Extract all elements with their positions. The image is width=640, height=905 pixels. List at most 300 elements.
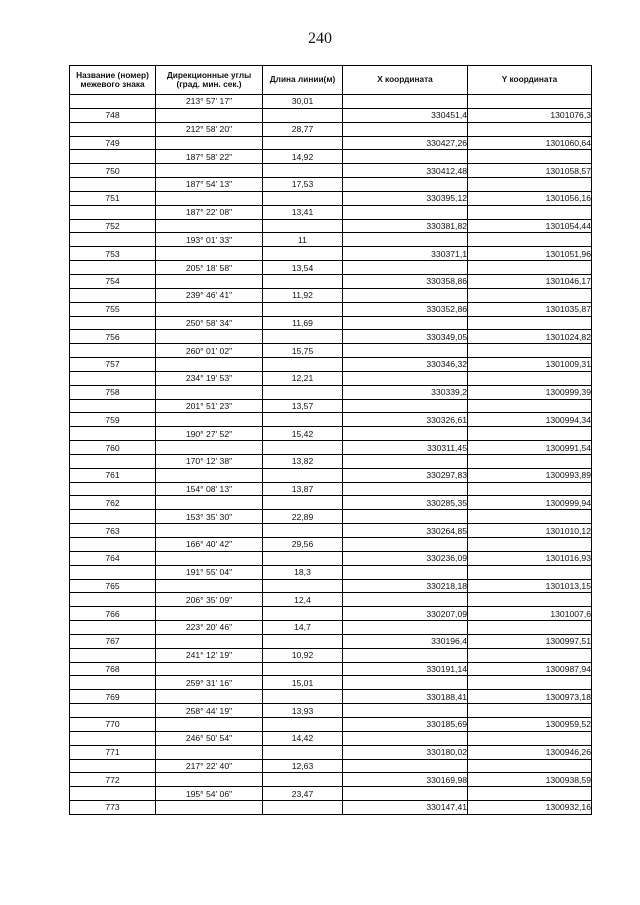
cell-line-length: 11,92 — [263, 288, 343, 302]
cell-x-coordinate — [343, 787, 468, 801]
cell-x-coordinate — [343, 454, 468, 468]
cell-line-length: 12,4 — [263, 593, 343, 607]
cell-direction-angle — [156, 441, 263, 455]
cell-marker-name — [70, 399, 156, 413]
cell-marker-name: 770 — [70, 717, 156, 731]
cell-direction-angle — [156, 662, 263, 676]
cell-direction-angle: 239° 46' 41" — [156, 288, 263, 302]
cell-marker-name — [70, 316, 156, 330]
cell-line-length — [263, 468, 343, 482]
cell-x-coordinate — [343, 371, 468, 385]
cell-x-coordinate: 330180,02 — [343, 745, 468, 759]
cell-line-length — [263, 496, 343, 510]
cell-x-coordinate: 330264,85 — [343, 524, 468, 538]
cell-marker-name: 773 — [70, 801, 156, 815]
cell-marker-name: 750 — [70, 164, 156, 178]
table-row — [70, 274, 592, 288]
cell-x-coordinate — [343, 510, 468, 524]
table-row — [70, 759, 592, 773]
cell-y-coordinate — [468, 593, 592, 607]
cell-y-coordinate: 1301009,31 — [468, 358, 592, 372]
table-row — [70, 468, 592, 482]
cell-marker-name — [70, 510, 156, 524]
cell-line-length: 15,75 — [263, 344, 343, 358]
cell-y-coordinate — [468, 704, 592, 718]
cell-y-coordinate: 1300994,34 — [468, 413, 592, 427]
cell-x-coordinate: 330358,86 — [343, 274, 468, 288]
cell-direction-angle — [156, 274, 263, 288]
cell-marker-name — [70, 233, 156, 247]
cell-marker-name: 751 — [70, 191, 156, 205]
header-angle: Дирекционные углы (град. мин. сек.) — [156, 66, 263, 95]
cell-y-coordinate — [468, 344, 592, 358]
cell-direction-angle: 191° 55' 04" — [156, 565, 263, 579]
cell-x-coordinate: 330207,09 — [343, 607, 468, 621]
table-row — [70, 579, 592, 593]
table-row — [70, 344, 592, 358]
cell-direction-angle — [156, 773, 263, 787]
cell-line-length — [263, 690, 343, 704]
table-row — [70, 551, 592, 565]
cell-marker-name — [70, 621, 156, 635]
cell-line-length: 28,77 — [263, 122, 343, 136]
cell-y-coordinate — [468, 399, 592, 413]
cell-x-coordinate: 330236,09 — [343, 551, 468, 565]
cell-y-coordinate: 1301024,82 — [468, 330, 592, 344]
table-row — [70, 441, 592, 455]
cell-y-coordinate: 1301016,93 — [468, 551, 592, 565]
table-row — [70, 247, 592, 261]
cell-marker-name — [70, 261, 156, 275]
table-row — [70, 330, 592, 344]
cell-line-length — [263, 191, 343, 205]
cell-x-coordinate — [343, 565, 468, 579]
cell-marker-name — [70, 538, 156, 552]
table-row — [70, 316, 592, 330]
cell-marker-name — [70, 371, 156, 385]
cell-x-coordinate — [343, 482, 468, 496]
cell-direction-angle — [156, 579, 263, 593]
cell-line-length — [263, 358, 343, 372]
cell-marker-name: 767 — [70, 634, 156, 648]
cell-y-coordinate — [468, 731, 592, 745]
cell-direction-angle: 187° 54' 13" — [156, 178, 263, 192]
cell-marker-name — [70, 344, 156, 358]
cell-y-coordinate: 1301058,57 — [468, 164, 592, 178]
cell-x-coordinate: 330297,83 — [343, 468, 468, 482]
table-row — [70, 302, 592, 316]
cell-x-coordinate — [343, 122, 468, 136]
table-row — [70, 261, 592, 275]
cell-direction-angle: 166° 40' 42" — [156, 538, 263, 552]
cell-direction-angle: 241° 12' 19" — [156, 648, 263, 662]
cell-direction-angle — [156, 413, 263, 427]
cell-marker-name — [70, 704, 156, 718]
table-row — [70, 122, 592, 136]
cell-line-length: 13,93 — [263, 704, 343, 718]
cell-direction-angle: 206° 35' 09" — [156, 593, 263, 607]
cell-x-coordinate — [343, 205, 468, 219]
table-row — [70, 219, 592, 233]
cell-line-length: 12,21 — [263, 371, 343, 385]
cell-direction-angle — [156, 690, 263, 704]
table-row — [70, 108, 592, 122]
cell-x-coordinate: 330352,86 — [343, 302, 468, 316]
cell-direction-angle — [156, 551, 263, 565]
cell-marker-name — [70, 288, 156, 302]
cell-direction-angle: 153° 35' 30" — [156, 510, 263, 524]
table-row — [70, 510, 592, 524]
table-row — [70, 358, 592, 372]
cell-x-coordinate — [343, 676, 468, 690]
cell-marker-name: 753 — [70, 247, 156, 261]
table-row — [70, 648, 592, 662]
cell-marker-name: 755 — [70, 302, 156, 316]
cell-line-length — [263, 717, 343, 731]
cell-marker-name: 766 — [70, 607, 156, 621]
cell-line-length: 15,42 — [263, 427, 343, 441]
cell-marker-name: 757 — [70, 358, 156, 372]
cell-direction-angle: 201° 51' 23" — [156, 399, 263, 413]
cell-marker-name — [70, 95, 156, 109]
cell-direction-angle — [156, 385, 263, 399]
cell-y-coordinate: 1301046,17 — [468, 274, 592, 288]
table-row — [70, 233, 592, 247]
cell-line-length: 23,47 — [263, 787, 343, 801]
cell-x-coordinate — [343, 427, 468, 441]
table-row — [70, 191, 592, 205]
cell-direction-angle: 170° 12' 38" — [156, 454, 263, 468]
cell-direction-angle — [156, 191, 263, 205]
cell-direction-angle: 223° 20' 46" — [156, 621, 263, 635]
cell-marker-name — [70, 482, 156, 496]
table-row — [70, 538, 592, 552]
cell-marker-name — [70, 759, 156, 773]
cell-y-coordinate — [468, 759, 592, 773]
table-row — [70, 136, 592, 150]
cell-marker-name — [70, 676, 156, 690]
cell-direction-angle: 154° 08' 13" — [156, 482, 263, 496]
cell-y-coordinate — [468, 538, 592, 552]
cell-line-length — [263, 164, 343, 178]
cell-direction-angle — [156, 607, 263, 621]
cell-y-coordinate — [468, 454, 592, 468]
cell-y-coordinate — [468, 648, 592, 662]
cell-x-coordinate: 330451,4 — [343, 108, 468, 122]
table-row — [70, 704, 592, 718]
cell-direction-angle — [156, 247, 263, 261]
cell-x-coordinate — [343, 178, 468, 192]
cell-line-length: 15,01 — [263, 676, 343, 690]
cell-y-coordinate — [468, 787, 592, 801]
cell-x-coordinate: 330185,69 — [343, 717, 468, 731]
cell-direction-angle — [156, 358, 263, 372]
cell-x-coordinate — [343, 538, 468, 552]
cell-direction-angle — [156, 468, 263, 482]
cell-x-coordinate: 330311,45 — [343, 441, 468, 455]
table-row — [70, 95, 592, 109]
table-row — [70, 427, 592, 441]
cell-direction-angle: 195° 54' 06" — [156, 787, 263, 801]
cell-line-length: 14,7 — [263, 621, 343, 635]
cell-line-length: 18,3 — [263, 565, 343, 579]
cell-line-length: 13,57 — [263, 399, 343, 413]
cell-marker-name: 758 — [70, 385, 156, 399]
cell-line-length — [263, 801, 343, 815]
cell-line-length: 14,92 — [263, 150, 343, 164]
cell-y-coordinate — [468, 371, 592, 385]
cell-direction-angle: 193° 01' 33" — [156, 233, 263, 247]
table-row — [70, 482, 592, 496]
cell-direction-angle — [156, 524, 263, 538]
cell-direction-angle — [156, 496, 263, 510]
cell-marker-name — [70, 565, 156, 579]
cell-direction-angle — [156, 136, 263, 150]
table-row — [70, 676, 592, 690]
header-name: Название (номер) межевого знака — [70, 66, 156, 95]
cell-y-coordinate: 1300987,94 — [468, 662, 592, 676]
cell-line-length: 14,42 — [263, 731, 343, 745]
cell-marker-name — [70, 122, 156, 136]
cell-line-length: 13,87 — [263, 482, 343, 496]
cell-marker-name: 771 — [70, 745, 156, 759]
cell-line-length: 22,89 — [263, 510, 343, 524]
cell-marker-name — [70, 427, 156, 441]
cell-y-coordinate: 1301035,87 — [468, 302, 592, 316]
cell-direction-angle: 205° 18' 58" — [156, 261, 263, 275]
cell-direction-angle — [156, 219, 263, 233]
cell-direction-angle: 212° 58' 20" — [156, 122, 263, 136]
table-row — [70, 205, 592, 219]
cell-direction-angle — [156, 745, 263, 759]
table-row — [70, 454, 592, 468]
cell-marker-name: 761 — [70, 468, 156, 482]
table-row — [70, 801, 592, 815]
table-row — [70, 371, 592, 385]
cell-line-length — [263, 524, 343, 538]
cell-line-length — [263, 274, 343, 288]
cell-direction-angle: 258° 44' 19" — [156, 704, 263, 718]
cell-y-coordinate — [468, 427, 592, 441]
cell-line-length — [263, 579, 343, 593]
cell-marker-name: 768 — [70, 662, 156, 676]
cell-line-length: 13,82 — [263, 454, 343, 468]
cell-x-coordinate: 330371,1 — [343, 247, 468, 261]
cell-x-coordinate — [343, 731, 468, 745]
cell-direction-angle: 187° 22' 08" — [156, 205, 263, 219]
cell-line-length — [263, 330, 343, 344]
cell-y-coordinate — [468, 261, 592, 275]
cell-marker-name: 772 — [70, 773, 156, 787]
table-row — [70, 524, 592, 538]
table-body — [70, 95, 592, 815]
cell-y-coordinate — [468, 316, 592, 330]
cell-direction-angle — [156, 330, 263, 344]
cell-line-length — [263, 247, 343, 261]
cell-line-length: 11,69 — [263, 316, 343, 330]
table-row — [70, 593, 592, 607]
cell-line-length — [263, 385, 343, 399]
table-row — [70, 745, 592, 759]
cell-marker-name — [70, 178, 156, 192]
cell-line-length — [263, 441, 343, 455]
cell-y-coordinate — [468, 676, 592, 690]
cell-direction-angle: 246° 50' 54" — [156, 731, 263, 745]
cell-x-coordinate — [343, 233, 468, 247]
table-row — [70, 717, 592, 731]
cell-direction-angle — [156, 108, 263, 122]
cell-x-coordinate: 330326,61 — [343, 413, 468, 427]
cell-x-coordinate — [343, 261, 468, 275]
cell-y-coordinate — [468, 565, 592, 579]
cell-line-length: 29,56 — [263, 538, 343, 552]
cell-marker-name — [70, 731, 156, 745]
cell-x-coordinate: 330395,12 — [343, 191, 468, 205]
cell-marker-name: 763 — [70, 524, 156, 538]
cell-direction-angle — [156, 164, 263, 178]
cell-y-coordinate: 1300973,18 — [468, 690, 592, 704]
cell-y-coordinate: 1301010,12 — [468, 524, 592, 538]
cell-line-length — [263, 413, 343, 427]
table-row — [70, 607, 592, 621]
cell-direction-angle: 250° 58' 34" — [156, 316, 263, 330]
cell-x-coordinate — [343, 150, 468, 164]
cell-marker-name: 764 — [70, 551, 156, 565]
cell-x-coordinate: 330346,32 — [343, 358, 468, 372]
table-row — [70, 690, 592, 704]
cell-y-coordinate — [468, 205, 592, 219]
cell-x-coordinate — [343, 621, 468, 635]
cell-line-length — [263, 662, 343, 676]
header-length: Длина линии(м) — [263, 66, 343, 95]
cell-x-coordinate — [343, 95, 468, 109]
table-row — [70, 634, 592, 648]
cell-line-length: 13,41 — [263, 205, 343, 219]
cell-line-length: 17,53 — [263, 178, 343, 192]
cell-line-length — [263, 607, 343, 621]
table-row — [70, 731, 592, 745]
header-y: Y координата — [468, 66, 592, 95]
cell-marker-name: 769 — [70, 690, 156, 704]
cell-line-length: 30,01 — [263, 95, 343, 109]
table-row — [70, 288, 592, 302]
cell-x-coordinate: 330218,18 — [343, 579, 468, 593]
cell-y-coordinate: 1300999,94 — [468, 496, 592, 510]
cell-y-coordinate — [468, 122, 592, 136]
cell-x-coordinate: 330169,98 — [343, 773, 468, 787]
cell-y-coordinate: 1300959,52 — [468, 717, 592, 731]
cell-line-length — [263, 302, 343, 316]
cell-x-coordinate: 330427,26 — [343, 136, 468, 150]
cell-marker-name — [70, 593, 156, 607]
cell-marker-name — [70, 150, 156, 164]
cell-y-coordinate — [468, 510, 592, 524]
cell-x-coordinate: 330381,82 — [343, 219, 468, 233]
page-number: 240 — [308, 30, 332, 47]
cell-y-coordinate: 1300993,89 — [468, 468, 592, 482]
table-header-row — [70, 66, 592, 95]
cell-line-length — [263, 136, 343, 150]
cell-marker-name: 765 — [70, 579, 156, 593]
cell-direction-angle: 190° 27' 52" — [156, 427, 263, 441]
cell-marker-name: 749 — [70, 136, 156, 150]
table-row — [70, 662, 592, 676]
cell-direction-angle: 259° 31' 16" — [156, 676, 263, 690]
cell-marker-name — [70, 787, 156, 801]
cell-x-coordinate: 330349,05 — [343, 330, 468, 344]
cell-marker-name — [70, 454, 156, 468]
table-row — [70, 773, 592, 787]
cell-y-coordinate: 1300999,39 — [468, 385, 592, 399]
cell-direction-angle: 217° 22' 40" — [156, 759, 263, 773]
cell-marker-name: 760 — [70, 441, 156, 455]
cell-direction-angle — [156, 302, 263, 316]
cell-y-coordinate: 1301054,44 — [468, 219, 592, 233]
cell-line-length — [263, 108, 343, 122]
table-row — [70, 399, 592, 413]
cell-line-length — [263, 773, 343, 787]
cell-y-coordinate — [468, 150, 592, 164]
cell-y-coordinate — [468, 288, 592, 302]
cell-marker-name: 762 — [70, 496, 156, 510]
cell-line-length — [263, 634, 343, 648]
cell-x-coordinate — [343, 344, 468, 358]
table-row — [70, 164, 592, 178]
cell-marker-name: 754 — [70, 274, 156, 288]
cell-direction-angle — [156, 634, 263, 648]
table-row — [70, 385, 592, 399]
cell-direction-angle: 260° 01' 02" — [156, 344, 263, 358]
cell-y-coordinate — [468, 95, 592, 109]
cell-y-coordinate: 1301051,96 — [468, 247, 592, 261]
cell-x-coordinate — [343, 399, 468, 413]
cell-marker-name: 756 — [70, 330, 156, 344]
cell-y-coordinate — [468, 482, 592, 496]
cell-line-length: 12,63 — [263, 759, 343, 773]
table-row — [70, 621, 592, 635]
cell-line-length — [263, 745, 343, 759]
cell-x-coordinate — [343, 593, 468, 607]
cell-marker-name: 748 — [70, 108, 156, 122]
cell-x-coordinate: 330339,2 — [343, 385, 468, 399]
cell-x-coordinate — [343, 316, 468, 330]
header-x: Х координата — [343, 66, 468, 95]
cell-x-coordinate — [343, 759, 468, 773]
cell-y-coordinate — [468, 178, 592, 192]
cell-marker-name — [70, 205, 156, 219]
cell-y-coordinate — [468, 621, 592, 635]
cell-line-length — [263, 551, 343, 565]
cell-y-coordinate: 1300932,16 — [468, 801, 592, 815]
cell-x-coordinate: 330412,48 — [343, 164, 468, 178]
cell-line-length: 13,54 — [263, 261, 343, 275]
cell-x-coordinate — [343, 704, 468, 718]
cell-y-coordinate: 1301076,3 — [468, 108, 592, 122]
cell-x-coordinate: 330191,14 — [343, 662, 468, 676]
cell-y-coordinate: 1301056,16 — [468, 191, 592, 205]
cell-x-coordinate: 330196,4 — [343, 634, 468, 648]
cell-x-coordinate: 330147,41 — [343, 801, 468, 815]
table-row — [70, 565, 592, 579]
cell-x-coordinate: 330285,35 — [343, 496, 468, 510]
cell-line-length — [263, 219, 343, 233]
boundary-coordinates-table — [69, 65, 592, 815]
cell-x-coordinate: 330188,41 — [343, 690, 468, 704]
cell-direction-angle — [156, 801, 263, 815]
table-row — [70, 150, 592, 164]
cell-x-coordinate — [343, 288, 468, 302]
table-row — [70, 178, 592, 192]
